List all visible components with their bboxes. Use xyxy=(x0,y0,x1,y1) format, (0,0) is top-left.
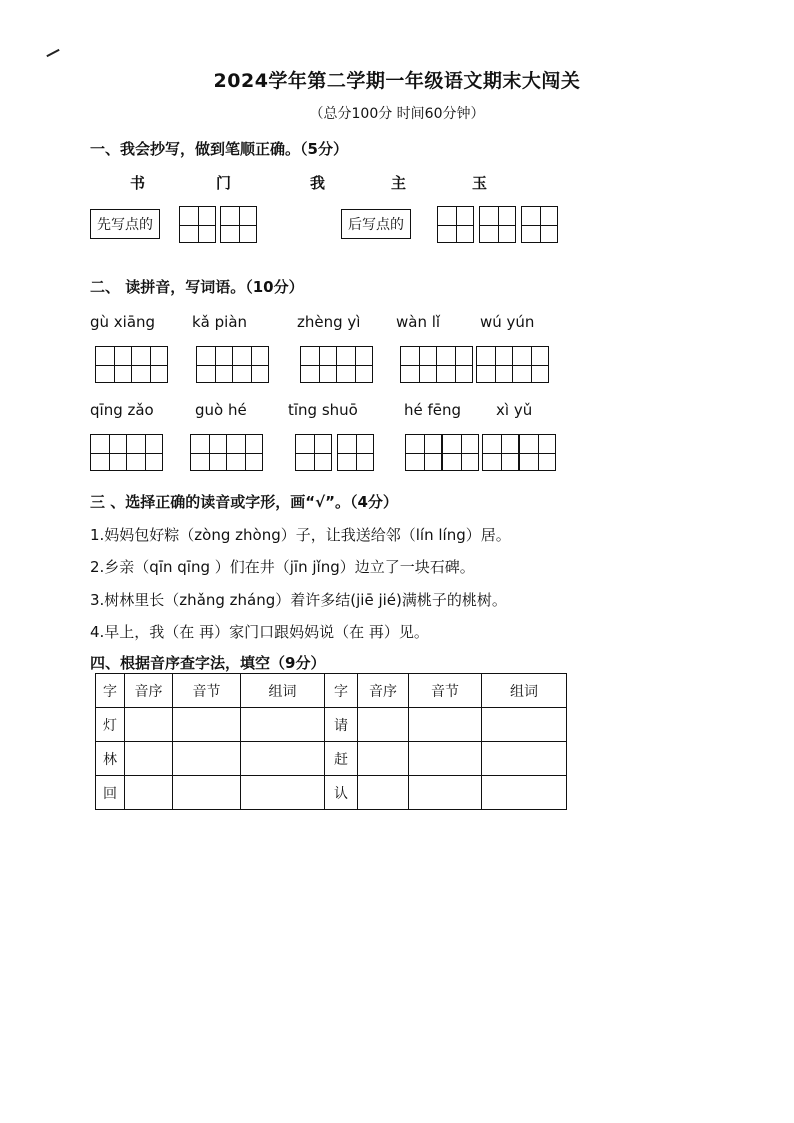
pinyin-label: gù xiāng xyxy=(90,313,156,331)
writing-grid[interactable] xyxy=(131,346,168,383)
writing-grid[interactable] xyxy=(521,206,558,243)
pinyin-label: zhèng yì xyxy=(297,313,361,331)
writing-grid[interactable] xyxy=(512,346,549,383)
table-header: 音节 xyxy=(409,674,482,708)
pinyin-label: tīng shuō xyxy=(288,401,358,419)
answer-cell[interactable] xyxy=(241,708,325,742)
answer-cell[interactable] xyxy=(173,776,241,810)
table-row xyxy=(96,776,567,810)
answer-cell[interactable] xyxy=(241,742,325,776)
writing-grid[interactable] xyxy=(220,206,257,243)
pinyin-label: wú yún xyxy=(480,313,535,331)
pinyin-label: wàn lǐ xyxy=(396,313,441,331)
section1-chars xyxy=(0,172,794,196)
answer-cell[interactable] xyxy=(409,776,482,810)
answer-cell[interactable] xyxy=(358,776,409,810)
writing-grid[interactable] xyxy=(226,434,263,471)
table-char: 请 xyxy=(325,708,358,742)
answer-cell[interactable] xyxy=(241,776,325,810)
writing-grid[interactable] xyxy=(476,346,513,383)
writing-grid[interactable] xyxy=(95,346,132,383)
table-header: 音序 xyxy=(358,674,409,708)
table-char: 赶 xyxy=(325,742,358,776)
table-header: 组词 xyxy=(241,674,325,708)
page-subtitle: （总分100分 时间60分钟） xyxy=(309,106,485,122)
writing-grid[interactable] xyxy=(437,206,474,243)
writing-grid[interactable] xyxy=(519,434,556,471)
table-header: 音序 xyxy=(125,674,173,708)
answer-cell[interactable] xyxy=(125,742,173,776)
writing-grid[interactable] xyxy=(337,434,374,471)
answer-cell[interactable] xyxy=(482,742,567,776)
section3-heading: 三 、选择正确的读音或字形，画“√”。（4分） xyxy=(90,493,398,511)
copy-char: 门 xyxy=(216,174,232,192)
pinyin-label: xì yǔ xyxy=(496,401,533,419)
writing-grid[interactable] xyxy=(90,434,127,471)
copy-char: 书 xyxy=(130,174,146,192)
answer-cell[interactable] xyxy=(358,742,409,776)
pinyin-label: qīng zǎo xyxy=(90,401,154,419)
table-header: 组词 xyxy=(482,674,567,708)
choice-line[interactable]: 1.妈妈包好粽（zòng zhòng）子，让我送给邻（lín líng）居。 xyxy=(90,526,511,544)
answer-cell[interactable] xyxy=(125,708,173,742)
answer-cell[interactable] xyxy=(482,708,567,742)
section1-heading: 一、我会抄写，做到笔顺正确。（5分） xyxy=(90,140,348,158)
table-header: 音节 xyxy=(173,674,241,708)
table-char: 回 xyxy=(96,776,125,810)
pinyin-label: guò hé xyxy=(195,401,247,419)
table-char: 灯 xyxy=(96,708,125,742)
answer-cell[interactable] xyxy=(173,708,241,742)
label-dot-last: 后写点的 xyxy=(341,209,411,239)
writing-grid[interactable] xyxy=(436,346,473,383)
writing-grid[interactable] xyxy=(405,434,442,471)
writing-grid[interactable] xyxy=(196,346,233,383)
writing-grid[interactable] xyxy=(482,434,519,471)
choice-line[interactable]: 2.乡亲（qīn qīng ）们在井（jīn jǐng）边立了一块石碑。 xyxy=(90,558,475,576)
choice-line[interactable]: 4.早上，我（在 再）家门口跟妈妈说（在 再）见。 xyxy=(90,623,429,641)
choice-line[interactable]: 3.树林里长（zhǎng zháng）着许多结(jiē jié)满桃子的桃树。 xyxy=(90,591,507,609)
table-header: 字 xyxy=(325,674,358,708)
table-row xyxy=(96,708,567,742)
writing-grid[interactable] xyxy=(126,434,163,471)
table-header: 字 xyxy=(96,674,125,708)
section4-heading: 四、根据音序查字法，填空（9分） xyxy=(90,654,326,672)
table-row xyxy=(96,742,567,776)
table-char: 认 xyxy=(325,776,358,810)
writing-grid[interactable] xyxy=(295,434,332,471)
stray-pen-mark xyxy=(46,49,59,57)
writing-grid[interactable] xyxy=(442,434,479,471)
pinyin-label: kǎ piàn xyxy=(192,313,248,331)
writing-grid[interactable] xyxy=(336,346,373,383)
table-header-row xyxy=(96,674,567,708)
writing-grid[interactable] xyxy=(190,434,227,471)
answer-cell[interactable] xyxy=(173,742,241,776)
answer-cell[interactable] xyxy=(482,776,567,810)
answer-cell[interactable] xyxy=(409,742,482,776)
writing-grid[interactable] xyxy=(232,346,269,383)
answer-cell[interactable] xyxy=(125,776,173,810)
writing-grid[interactable] xyxy=(179,206,216,243)
answer-cell[interactable] xyxy=(358,708,409,742)
answer-cell[interactable] xyxy=(409,708,482,742)
lookup-table xyxy=(95,673,567,810)
label-dot-first: 先写点的 xyxy=(90,209,160,239)
writing-grid[interactable] xyxy=(400,346,437,383)
page-title: 2024学年第二学期一年级语文期末大闯关 xyxy=(213,70,581,92)
pinyin-label: hé fēng xyxy=(404,401,462,419)
copy-char: 玉 xyxy=(472,174,488,192)
section2-heading: 二、 读拼音，写词语。（10分） xyxy=(90,278,304,296)
table-char: 林 xyxy=(96,742,125,776)
copy-char: 我 xyxy=(310,174,326,192)
writing-grid[interactable] xyxy=(300,346,337,383)
copy-char: 主 xyxy=(391,174,407,192)
writing-grid[interactable] xyxy=(479,206,516,243)
